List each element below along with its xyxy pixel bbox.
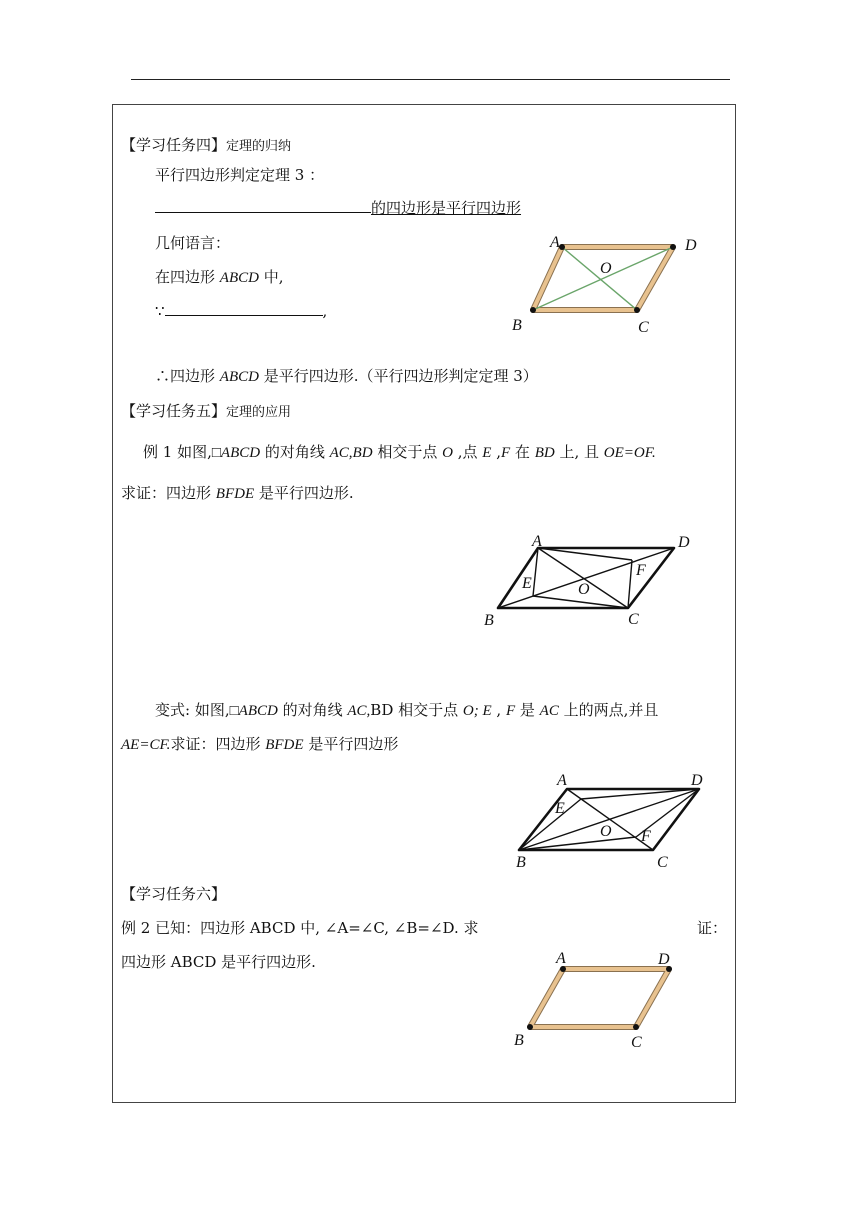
fig2-label-E: E	[522, 575, 532, 592]
fig4-label-C: C	[631, 1034, 642, 1051]
task5-heading-sub: 定理的应用	[226, 405, 292, 420]
var-p9: 是	[515, 701, 540, 719]
fig1-label-B: B	[512, 317, 522, 334]
figure-2-parallelogram	[480, 530, 700, 630]
ex1-p8: E	[482, 445, 492, 461]
fig3-label-C: C	[657, 854, 668, 871]
because-line	[155, 300, 327, 321]
fig2-label-F: F	[636, 562, 646, 579]
var-p2: □ABCD	[229, 703, 278, 719]
fig3-label-F: F	[641, 828, 651, 845]
var-p11: 上的两点,并且	[558, 701, 659, 719]
ex1-p5: 相交于点	[372, 443, 443, 461]
because-blank[interactable]	[165, 300, 323, 316]
fig2-label-D: D	[678, 534, 690, 551]
in-quad-suffix: 中,	[258, 268, 284, 286]
var-p5: BD 相交于点	[370, 701, 463, 719]
ex1-p4: AC,BD	[329, 445, 373, 461]
task6-heading: 【学习任务六】	[121, 885, 227, 903]
example1-line1	[143, 442, 656, 463]
var-p1: 变式: 如图,	[155, 701, 230, 719]
theorem-fill-line	[155, 197, 521, 218]
in-quad-prefix: 在四边形	[155, 268, 220, 286]
in-quad-line	[155, 267, 284, 288]
ex1-l2-p2: BFDE	[215, 486, 255, 502]
ex1-p12: BD	[534, 445, 555, 461]
fig3-label-O: O	[600, 823, 612, 840]
fig2-label-O: O	[578, 581, 590, 598]
fig1-label-A: A	[550, 234, 560, 251]
fig1-label-D: D	[685, 237, 697, 254]
var-p7: ,	[491, 701, 506, 719]
figure-3-parallelogram	[505, 770, 725, 870]
ex1-p11: 在	[510, 443, 535, 461]
because-symbol: ∵	[155, 302, 165, 320]
because-tail: ,	[322, 302, 328, 320]
header-rule	[131, 79, 730, 80]
fig4-label-D: D	[658, 951, 670, 968]
variant-line1	[155, 700, 658, 721]
in-quad-name: ABCD	[219, 270, 259, 286]
example2-line2: 四边形 ABCD 是平行四边形.	[121, 953, 316, 971]
var-p10: AC	[539, 703, 559, 719]
var-p8: F	[505, 703, 516, 719]
task4-heading-sub: 定理的归纳	[226, 139, 292, 154]
task5-heading-label: 【学习任务五】	[121, 402, 227, 420]
task5-heading	[121, 401, 291, 423]
fig3-label-A: A	[557, 772, 567, 789]
therefore-suffix: 是平行四边形.（平行四边形判定定理 3）	[258, 367, 538, 385]
therefore-name: ABCD	[219, 369, 259, 385]
fig2-label-C: C	[628, 611, 639, 628]
ex1-p2: □ABCD	[211, 445, 261, 461]
ex1-p13: 上, 且	[554, 443, 604, 461]
fig1-label-O: O	[600, 260, 612, 277]
var-l2-p3: BFDE	[265, 737, 304, 753]
therefore-line	[155, 366, 538, 387]
fig3-label-E: E	[555, 800, 565, 817]
fig4-label-B: B	[514, 1032, 524, 1049]
figure-4-parallelogram	[505, 950, 705, 1050]
fig2-label-A: A	[532, 533, 542, 550]
theorem-blank[interactable]	[155, 197, 371, 213]
theorem-title: 平行四边形判定定理 3 ：	[155, 166, 325, 184]
fig2-label-B: B	[484, 612, 494, 629]
task4-heading	[121, 135, 291, 157]
ex1-p6: O	[442, 445, 453, 461]
therefore-prefix: ∴四边形	[155, 367, 220, 385]
variant-line2	[121, 734, 398, 755]
ex1-p3: 的对角线	[260, 443, 330, 461]
var-l2-p1: AE=CF.	[121, 737, 171, 753]
fig4-label-A: A	[556, 950, 566, 967]
task4-heading-label: 【学习任务四】	[121, 136, 227, 154]
var-l2-p2: 求证：四边形	[170, 735, 266, 753]
ex1-l2-p3: 是平行四边形.	[254, 484, 354, 502]
fig3-label-B: B	[516, 854, 526, 871]
ex1-p1: 例 1 如图,	[143, 443, 212, 461]
theorem-suffix: 的四边形是平行四边形	[371, 199, 522, 217]
var-p4: AC,	[347, 703, 371, 719]
fig1-label-C: C	[638, 319, 649, 336]
var-p3: 的对角线	[277, 701, 348, 719]
example1-line2	[121, 483, 354, 504]
var-p6: O; E	[462, 703, 492, 719]
ex1-p14: OE=OF.	[603, 445, 656, 461]
geo-language-label: 几何语言：	[155, 234, 231, 252]
ex1-p9: ,	[491, 443, 501, 461]
ex1-p7: ,点	[452, 443, 483, 461]
ex1-l2-p1: 求证：四边形	[121, 484, 216, 502]
var-l2-p4: 是平行四边形	[303, 735, 399, 753]
figure-1-parallelogram	[505, 230, 705, 340]
example2-line1-tail: 证：	[697, 919, 728, 937]
example2-line1: 例 2 已知：四边形 ABCD 中, ∠A=∠C, ∠B=∠D. 求	[121, 919, 479, 937]
ex1-p10: F	[500, 445, 511, 461]
fig3-label-D: D	[691, 772, 703, 789]
